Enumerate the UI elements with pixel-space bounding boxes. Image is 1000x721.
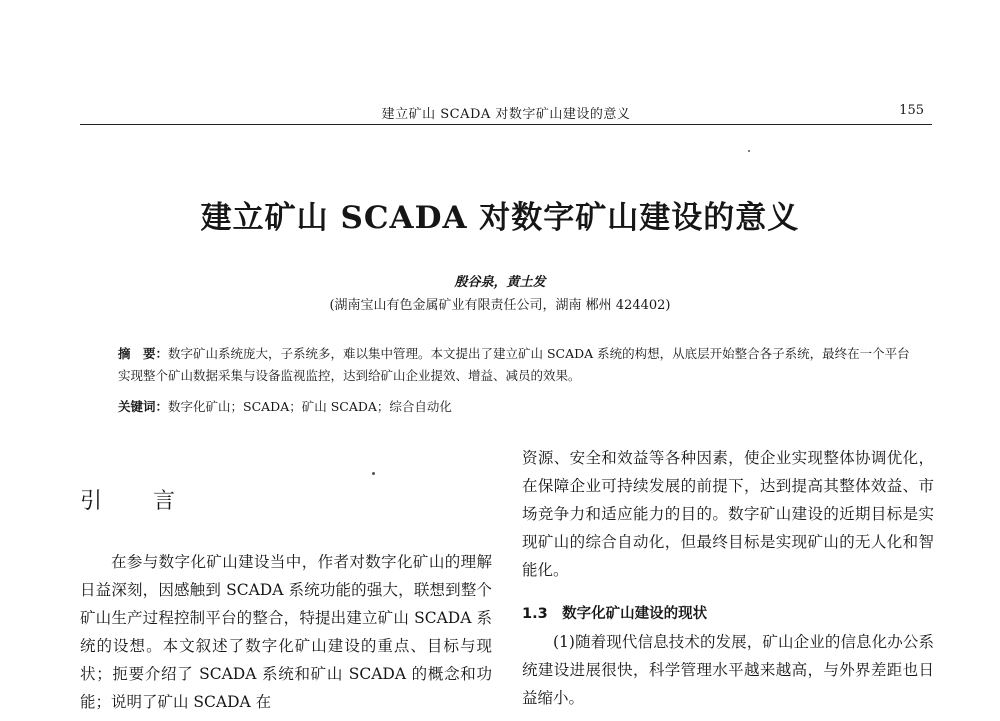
subsection-heading: 1.3 数字化矿山建设的现状 [522,606,708,622]
page-number: 155 [899,103,924,118]
paper-title: 建立矿山 SCADA 对数字矿山建设的意义 [200,200,800,236]
authors: 殷谷泉，黄土发 [454,275,546,290]
running-header [80,100,932,125]
scan-speck [748,150,750,152]
right-column [522,444,934,712]
abstract-label: 摘 要： [118,346,169,361]
left-column [80,548,492,716]
abstract-text: 数字矿山系统庞大，子系统多，难以集中管理。本文提出了建立矿山 SCADA 系统的构想，从底层开始整合各子系统，最终在一个平台实现整个矿山数据采集与设备监视监控，达到给矿山企业提效、增益、减员的效果。 [118,346,910,383]
affiliation: (湖南宝山有色金属矿业有限责任公司，湖南 郴州 424402) [329,298,671,313]
running-title: 建立矿山 SCADA 对数字矿山建设的意义 [381,107,631,122]
left-paragraph: 在参与数字化矿山建设当中，作者对数字化矿山的理解日益深刻，因感触到 SCADA 系统功能的强大，联想到整个矿山生产过程控制平台的整合，特提出建立矿山 SCADA 系统的设想。本文叙述了数字化矿山建设的重点、目标与现状；扼要介绍了 SCADA 系统和矿山 SCADA 的概念和功能；说明了矿山 SCADA 在 [80,553,492,711]
keywords-text: 数字化矿山；SCADA；矿山 SCADA；综合自动化 [168,399,452,414]
keywords-label: 关键词： [118,399,169,414]
abstract [118,343,918,387]
keywords [118,397,918,415]
scan-speck [372,472,375,475]
right-paragraph: (1)随着现代信息技术的发展，矿山企业的信息化办公系统建设进展很快，科学管理水平越来越高，与外界差距也日益缩小。 [522,633,934,707]
right-paragraph: 资源、安全和效益等各种因素，使企业实现整体协调优化，在保障企业可持续发展的前提下，达到提高其整体效益、市场竞争力和适应能力的目的。数字矿山建设的近期目标是实现矿山的综合自动化，但最终目标是实现矿山的无人化和智能化。 [522,449,934,579]
section-heading-introduction: 引 言 [80,489,197,514]
